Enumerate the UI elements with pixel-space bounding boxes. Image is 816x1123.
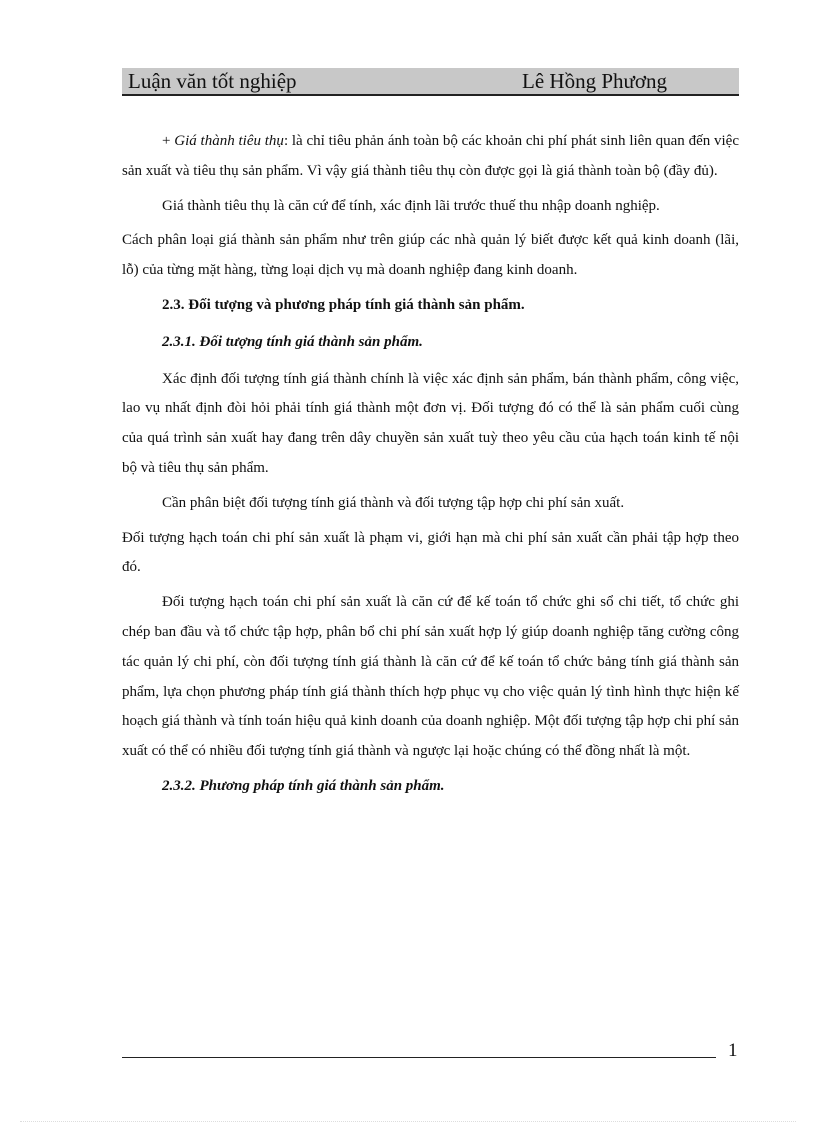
paragraph-classification: Cách phân loại giá thành sản phẩm như trên giúp các nhà quản lý biết được kết quả kinh doanh (lãi, lỗ) của từng mặt hàng, từng loại dịch vụ mà doanh nghiệp đang kinh doanh. [122, 232, 739, 279]
footer-rule [122, 1057, 716, 1058]
document-body [122, 127, 739, 809]
page-edge-divider [20, 1121, 796, 1122]
paragraph-cost-accounting-basis: Đối tượng hạch toán chi phí sản xuất là căn cứ để kế toán tổ chức ghi sổ chi tiết, tổ chức ghi chép ban đầu và tổ chức tập hợp, phân bổ chi phí sản xuất hợp lý giúp doanh nghiệp tăng cường công tác quản lý chi phí, còn đối tượng tính giá thành là căn cứ để kế toán tổ chức bảng tính giá thành sản phẩm, lựa chọn phương pháp tính giá thành thích hợp phục vụ cho việc quản lý tình hình thực hiện kế hoạch giá thành và tính toán hiệu quả kinh doanh của doanh nghiệp. Một đối tượng tập hợp chi phí sản xuất có thể có nhiều đối tượng tính giá thành và ngược lại hoặc chúng có thể đồng nhất là một. [122, 594, 739, 760]
paragraph-cost-of-sales [122, 127, 739, 187]
page-header [122, 68, 739, 96]
page-number: 1 [728, 1040, 738, 1061]
section-heading-2-3-1: 2.3.1. Đối tượng tính giá thành sản phẩm. [162, 333, 423, 350]
bullet-lead: + [162, 133, 175, 149]
paragraph-text: : là chỉ tiêu phản ánh toàn bộ các khoản chi phí phát sinh liên quan đến việc sản xuất và tiêu thụ sản phẩm. Vì vậy giá thành tiêu thụ còn được gọi là giá thành toàn bộ (đầy đủ). [122, 133, 739, 179]
author-name: Lê Hồng Phương [522, 68, 667, 93]
paragraph-cost-accounting-object: Đối tượng hạch toán chi phí sản xuất là phạm vi, giới hạn mà chi phí sản xuất cần phải tập hợp theo đó. [122, 529, 739, 576]
thesis-title: Luận văn tốt nghiệp [128, 68, 297, 93]
term-cost-of-sales: Giá thành tiêu thụ [174, 133, 284, 149]
section-heading-2-3-2: 2.3.2. Phương pháp tính giá thành sản phẩm. [162, 777, 445, 794]
paragraph-profit-basis: Giá thành tiêu thụ là căn cứ để tính, xác định lãi trước thuế thu nhập doanh nghiệp. [162, 197, 660, 214]
paragraph-distinguish: Cần phân biệt đối tượng tính giá thành và đối tượng tập hợp chi phí sản xuất. [162, 494, 625, 511]
paragraph-costing-object: Xác định đối tượng tính giá thành chính là việc xác định sản phẩm, bán thành phẩm, công việc, lao vụ nhất định đòi hỏi phải tính giá thành một đơn vị. Đối tượng đó có thể là sản phẩm cuối cùng của quá trình sản xuất hay đang trên dây chuyền sản xuất tuỳ theo yêu cầu của hạch toán kinh tế nội bộ và tiêu thụ sản phẩm. [122, 370, 739, 476]
section-heading-2-3: 2.3. Đối tượng và phương pháp tính giá thành sản phẩm. [162, 296, 525, 313]
